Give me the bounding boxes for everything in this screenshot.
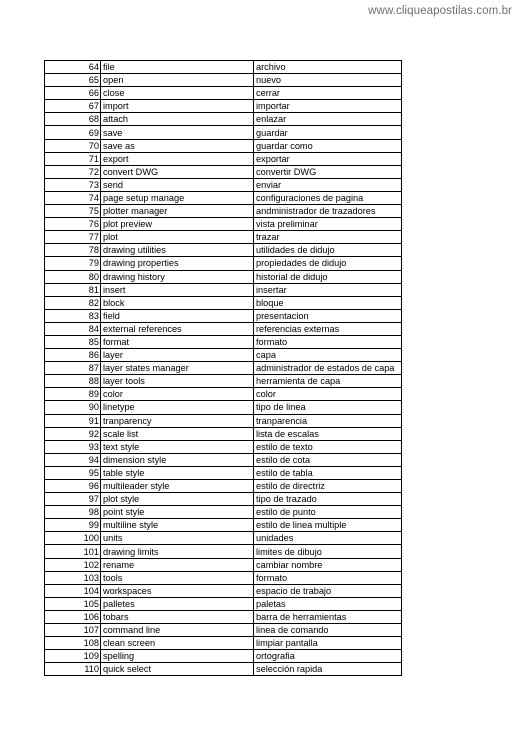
english-term-cell: clean screen: [101, 637, 254, 650]
table-row: [45, 218, 402, 231]
row-number-cell: 101: [45, 545, 101, 558]
row-number-cell: 93: [45, 440, 101, 453]
row-number-cell: 105: [45, 597, 101, 610]
english-term-cell: field: [101, 309, 254, 322]
row-number-cell: 90: [45, 401, 101, 414]
spanish-term-cell: enlazar: [254, 113, 402, 126]
row-number-cell: 76: [45, 218, 101, 231]
english-term-cell: plot: [101, 231, 254, 244]
spanish-term-cell: historial de didujo: [254, 270, 402, 283]
spanish-term-cell: linea de comando: [254, 624, 402, 637]
table-row: [45, 244, 402, 257]
spanish-term-cell: exportar: [254, 152, 402, 165]
table-row: [45, 205, 402, 218]
spanish-term-cell: estilo de directriz: [254, 480, 402, 493]
table-row: [45, 466, 402, 479]
table-row: [45, 440, 402, 453]
table-row: [45, 231, 402, 244]
row-number-cell: 81: [45, 283, 101, 296]
row-number-cell: 110: [45, 663, 101, 676]
row-number-cell: 68: [45, 113, 101, 126]
spanish-term-cell: trazar: [254, 231, 402, 244]
spanish-term-cell: administrador de estados de capa: [254, 362, 402, 375]
english-term-cell: command line: [101, 624, 254, 637]
spanish-term-cell: convertir DWG: [254, 165, 402, 178]
english-term-cell: format: [101, 335, 254, 348]
english-term-cell: quick select: [101, 663, 254, 676]
spanish-term-cell: espacio de trabajo: [254, 584, 402, 597]
spanish-term-cell: presentacion: [254, 309, 402, 322]
spanish-term-cell: paletas: [254, 597, 402, 610]
table-row: [45, 597, 402, 610]
spanish-term-cell: nuevo: [254, 74, 402, 87]
row-number-cell: 102: [45, 558, 101, 571]
english-term-cell: point style: [101, 506, 254, 519]
english-term-cell: multiline style: [101, 519, 254, 532]
row-number-cell: 64: [45, 61, 101, 74]
english-term-cell: plot style: [101, 493, 254, 506]
spanish-term-cell: cerrar: [254, 87, 402, 100]
english-term-cell: save as: [101, 139, 254, 152]
spanish-term-cell: tranparencia: [254, 414, 402, 427]
english-term-cell: dimension style: [101, 453, 254, 466]
row-number-cell: 85: [45, 335, 101, 348]
spanish-term-cell: guardar: [254, 126, 402, 139]
english-term-cell: layer: [101, 349, 254, 362]
row-number-cell: 86: [45, 349, 101, 362]
row-number-cell: 89: [45, 388, 101, 401]
table-row: [45, 349, 402, 362]
spanish-term-cell: vista preliminar: [254, 218, 402, 231]
english-term-cell: open: [101, 74, 254, 87]
english-term-cell: scale list: [101, 427, 254, 440]
english-term-cell: layer states manager: [101, 362, 254, 375]
spanish-term-cell: herramienta de capa: [254, 375, 402, 388]
english-term-cell: text style: [101, 440, 254, 453]
row-number-cell: 92: [45, 427, 101, 440]
spanish-term-cell: propiedades de didujo: [254, 257, 402, 270]
spanish-term-cell: estilo de tabla: [254, 466, 402, 479]
row-number-cell: 70: [45, 139, 101, 152]
row-number-cell: 71: [45, 152, 101, 165]
row-number-cell: 97: [45, 493, 101, 506]
table-row: [45, 401, 402, 414]
spanish-term-cell: tipo de linea: [254, 401, 402, 414]
english-term-cell: spelling: [101, 650, 254, 663]
row-number-cell: 98: [45, 506, 101, 519]
row-number-cell: 72: [45, 165, 101, 178]
english-term-cell: palletes: [101, 597, 254, 610]
spanish-term-cell: capa: [254, 349, 402, 362]
spanish-term-cell: utilidades de didujo: [254, 244, 402, 257]
row-number-cell: 77: [45, 231, 101, 244]
spanish-term-cell: estilo de texto: [254, 440, 402, 453]
table-row: [45, 191, 402, 204]
spanish-term-cell: ortografia: [254, 650, 402, 663]
table-row: [45, 532, 402, 545]
row-number-cell: 78: [45, 244, 101, 257]
table-row: [45, 362, 402, 375]
table-row: [45, 453, 402, 466]
table-row: [45, 257, 402, 270]
spanish-term-cell: color: [254, 388, 402, 401]
english-term-cell: tranparency: [101, 414, 254, 427]
spanish-term-cell: insertar: [254, 283, 402, 296]
spanish-term-cell: bloque: [254, 296, 402, 309]
row-number-cell: 96: [45, 480, 101, 493]
table-row: [45, 335, 402, 348]
table-row: [45, 414, 402, 427]
table-row: [45, 61, 402, 74]
row-number-cell: 82: [45, 296, 101, 309]
english-term-cell: external references: [101, 322, 254, 335]
spanish-term-cell: referencias externas: [254, 322, 402, 335]
row-number-cell: 100: [45, 532, 101, 545]
row-number-cell: 79: [45, 257, 101, 270]
row-number-cell: 109: [45, 650, 101, 663]
table-row: [45, 519, 402, 532]
table-row: [45, 610, 402, 623]
english-term-cell: tobars: [101, 610, 254, 623]
table-row: [45, 74, 402, 87]
table-row: [45, 375, 402, 388]
row-number-cell: 67: [45, 100, 101, 113]
spanish-term-cell: barra de herramientas: [254, 610, 402, 623]
english-term-cell: drawing limits: [101, 545, 254, 558]
row-number-cell: 69: [45, 126, 101, 139]
english-term-cell: table style: [101, 466, 254, 479]
english-term-cell: file: [101, 61, 254, 74]
spanish-term-cell: estilo de linea multiple: [254, 519, 402, 532]
english-term-cell: layer tools: [101, 375, 254, 388]
english-term-cell: drawing properties: [101, 257, 254, 270]
english-term-cell: send: [101, 178, 254, 191]
spanish-term-cell: cambiar nombre: [254, 558, 402, 571]
english-term-cell: drawing utilities: [101, 244, 254, 257]
table-row: [45, 571, 402, 584]
english-term-cell: drawing history: [101, 270, 254, 283]
row-number-cell: 103: [45, 571, 101, 584]
spanish-term-cell: archivo: [254, 61, 402, 74]
table-row: [45, 100, 402, 113]
table-row: [45, 558, 402, 571]
english-term-cell: plot preview: [101, 218, 254, 231]
site-watermark: www.cliqueapostilas.com.br: [368, 5, 512, 17]
spanish-term-cell: limpiar pantalla: [254, 637, 402, 650]
row-number-cell: 74: [45, 191, 101, 204]
spanish-term-cell: lista de escalas: [254, 427, 402, 440]
table-row: [45, 296, 402, 309]
row-number-cell: 95: [45, 466, 101, 479]
english-term-cell: save: [101, 126, 254, 139]
table-row: [45, 309, 402, 322]
row-number-cell: 87: [45, 362, 101, 375]
english-term-cell: insert: [101, 283, 254, 296]
table-row: [45, 650, 402, 663]
row-number-cell: 80: [45, 270, 101, 283]
vocabulary-table: [44, 60, 402, 676]
spanish-term-cell: estilo de cota: [254, 453, 402, 466]
spanish-term-cell: configuraciones de pagina: [254, 191, 402, 204]
table-row: [45, 493, 402, 506]
english-term-cell: multileader style: [101, 480, 254, 493]
table-row: [45, 584, 402, 597]
row-number-cell: 104: [45, 584, 101, 597]
spanish-term-cell: formato: [254, 571, 402, 584]
spanish-term-cell: estilo de punto: [254, 506, 402, 519]
row-number-cell: 108: [45, 637, 101, 650]
table-row: [45, 283, 402, 296]
english-term-cell: convert DWG: [101, 165, 254, 178]
spanish-term-cell: selección rapida: [254, 663, 402, 676]
spanish-term-cell: importar: [254, 100, 402, 113]
english-term-cell: rename: [101, 558, 254, 571]
english-term-cell: workspaces: [101, 584, 254, 597]
english-term-cell: color: [101, 388, 254, 401]
table-row: [45, 545, 402, 558]
english-term-cell: export: [101, 152, 254, 165]
table-row: [45, 270, 402, 283]
english-term-cell: linetype: [101, 401, 254, 414]
row-number-cell: 83: [45, 309, 101, 322]
table-row: [45, 139, 402, 152]
english-term-cell: plotter manager: [101, 205, 254, 218]
spanish-term-cell: guardar como: [254, 139, 402, 152]
table-row: [45, 178, 402, 191]
row-number-cell: 91: [45, 414, 101, 427]
table-row: [45, 152, 402, 165]
english-term-cell: attach: [101, 113, 254, 126]
vocabulary-table-body: [45, 61, 402, 676]
spanish-term-cell: unidades: [254, 532, 402, 545]
english-term-cell: tools: [101, 571, 254, 584]
table-row: [45, 663, 402, 676]
row-number-cell: 66: [45, 87, 101, 100]
spanish-term-cell: tipo de trazado: [254, 493, 402, 506]
table-row: [45, 480, 402, 493]
spanish-term-cell: limites de dibujo: [254, 545, 402, 558]
table-row: [45, 637, 402, 650]
english-term-cell: block: [101, 296, 254, 309]
english-term-cell: units: [101, 532, 254, 545]
table-row: [45, 624, 402, 637]
row-number-cell: 106: [45, 610, 101, 623]
row-number-cell: 75: [45, 205, 101, 218]
table-row: [45, 87, 402, 100]
row-number-cell: 107: [45, 624, 101, 637]
spanish-term-cell: enviar: [254, 178, 402, 191]
spanish-term-cell: formato: [254, 335, 402, 348]
table-row: [45, 113, 402, 126]
row-number-cell: 88: [45, 375, 101, 388]
table-row: [45, 506, 402, 519]
table-row: [45, 322, 402, 335]
english-term-cell: close: [101, 87, 254, 100]
table-row: [45, 427, 402, 440]
row-number-cell: 65: [45, 74, 101, 87]
row-number-cell: 99: [45, 519, 101, 532]
english-term-cell: import: [101, 100, 254, 113]
row-number-cell: 94: [45, 453, 101, 466]
table-row: [45, 165, 402, 178]
table-row: [45, 126, 402, 139]
row-number-cell: 84: [45, 322, 101, 335]
english-term-cell: page setup manage: [101, 191, 254, 204]
row-number-cell: 73: [45, 178, 101, 191]
table-row: [45, 388, 402, 401]
spanish-term-cell: andministrador de trazadores: [254, 205, 402, 218]
